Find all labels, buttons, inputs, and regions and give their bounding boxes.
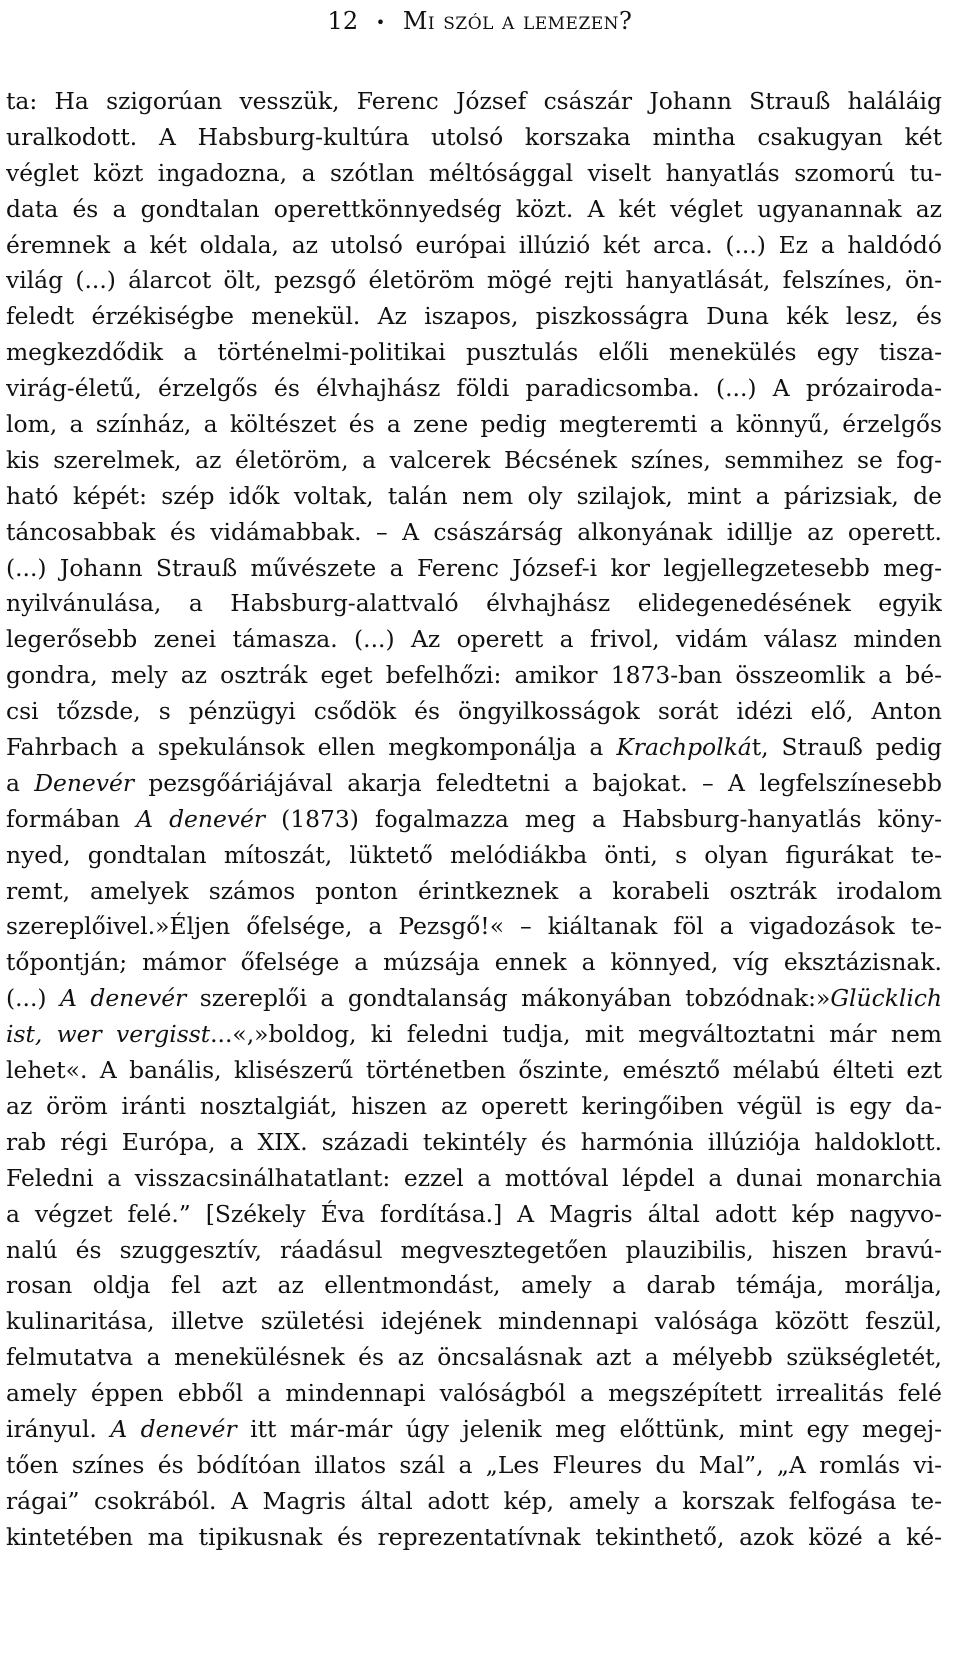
text-line bbox=[6, 694, 942, 730]
text-line bbox=[6, 1304, 942, 1340]
text-run: itt már-már úgy jelenik meg előttünk, mint egy megej- bbox=[236, 1414, 942, 1443]
text-run: rágai” csokrából. A Magris által adott kép, amely a korszak felfogása te- bbox=[6, 1486, 942, 1515]
text-run: világ (...) álarcot ölt, pezsgő életöröm mögé rejti hanyatlását, felszínes, ön- bbox=[6, 266, 942, 295]
text-line bbox=[6, 1376, 942, 1412]
text-run: irányul. bbox=[6, 1414, 111, 1443]
text-run: Feledni a visszacsinálhatatlant: ezzel a mottóval lépdel a dunai monarchia bbox=[6, 1163, 942, 1192]
text-run: táncosabbak és vidámabbak. – A császárság alkonyának idillje az operett. bbox=[6, 517, 942, 546]
text-line bbox=[6, 1017, 942, 1053]
text-run: a végzet felé.” [Székely Éva fordítása.] A Magris által adott kép nagyvo- bbox=[6, 1199, 942, 1228]
text-run: nyilvánulása, a Habsburg-alattvaló élvhajhász elidegenedésének egyik bbox=[6, 589, 942, 618]
text-line bbox=[6, 443, 942, 479]
italic-title: Denevér bbox=[34, 768, 135, 797]
text-line bbox=[6, 1520, 942, 1556]
text-run: tően színes és bódítóan illatos szál a „Les Fleures du Mal”, „A romlás vi- bbox=[6, 1450, 942, 1479]
text-run: (1873) fogalmazza meg a Habsburg-hanyatlás köny- bbox=[265, 804, 942, 833]
text-run: remt, amelyek számos ponton érintkeznek a korabeli osztrák irodalom bbox=[6, 876, 942, 905]
text-run: szereplői a gondtalanság mákonyában tobzódnak:» bbox=[186, 984, 831, 1013]
text-run: (...) Johann Strauß művészete a Ferenc József-i kor legjellegzetesebb meg- bbox=[6, 553, 942, 582]
body-text bbox=[0, 84, 960, 1556]
text-run: megkezdődik a történelmi-politikai pusztulás előli menekülés egy tisza- bbox=[6, 338, 942, 367]
text-line bbox=[6, 1197, 942, 1233]
text-run: ...«,»boldog, ki feledni tudja, mit megváltoztatni már nem bbox=[210, 1020, 942, 1049]
text-line bbox=[6, 945, 942, 981]
text-line bbox=[6, 1484, 942, 1520]
text-line bbox=[6, 1089, 942, 1125]
text-line bbox=[6, 766, 942, 802]
text-line bbox=[6, 515, 942, 551]
text-line bbox=[6, 1125, 942, 1161]
running-title: Mi szól a lemezen? bbox=[402, 7, 633, 35]
text-line bbox=[6, 1448, 942, 1484]
text-run: (...) bbox=[6, 984, 61, 1013]
text-line bbox=[6, 802, 942, 838]
text-run: lehet«. A banális, klisészerű történetben őszinte, emésztő mélabú élteti ezt bbox=[6, 1056, 942, 1085]
text-line bbox=[6, 299, 942, 335]
text-line bbox=[6, 1233, 942, 1269]
text-run: a bbox=[6, 768, 35, 797]
text-run: t, Strauß pedig bbox=[751, 733, 942, 762]
text-line bbox=[6, 586, 942, 622]
text-line bbox=[6, 1268, 942, 1304]
text-line bbox=[6, 228, 942, 264]
text-run: Fahrbach a spekulánsok ellen megkomponálja a bbox=[6, 733, 617, 762]
text-line bbox=[6, 1161, 942, 1197]
text-line bbox=[6, 658, 942, 694]
text-line bbox=[6, 874, 942, 910]
text-run: rosan oldja fel azt az ellentmondást, amely a darab témája, morálja, bbox=[6, 1271, 942, 1300]
text-run: felmutatva a menekülésnek és az öncsalásnak azt a mélyebb szükségletét, bbox=[6, 1343, 942, 1372]
text-run: gondra, mely az osztrák eget befelhőzi: amikor 1873-ban összeomlik a bé- bbox=[6, 661, 942, 690]
text-line bbox=[6, 838, 942, 874]
italic-title: A denevér bbox=[60, 984, 187, 1013]
text-line bbox=[6, 981, 942, 1017]
text-run: amely éppen ebből a mindennapi valóságból a megszépített irrealitás felé bbox=[6, 1379, 942, 1408]
text-line bbox=[6, 120, 942, 156]
text-line bbox=[6, 1340, 942, 1376]
text-run: éremnek a két oldala, az utolsó európai illúzió két arca. (...) Ez a haldódó bbox=[6, 230, 942, 259]
text-run: virág-életű, érzelgős és élvhajhász földi paradicsomba. (...) A prózairoda- bbox=[6, 374, 942, 403]
text-line bbox=[6, 192, 942, 228]
text-line bbox=[6, 156, 942, 192]
bullet-separator: • bbox=[375, 12, 386, 32]
running-header bbox=[0, 6, 960, 38]
text-run: feledt érzékiségbe menekül. Az iszapos, piszkosságra Duna kék lesz, és bbox=[6, 302, 942, 331]
text-line bbox=[6, 479, 942, 515]
text-run: csi tőzsde, s pénzügyi csődök és öngyilkosságok sorát idézi elő, Anton bbox=[6, 697, 942, 726]
text-run: nalú és szuggesztív, ráadásul megvesztegetően plauzibilis, hiszen bravú- bbox=[6, 1235, 942, 1264]
text-run: data és a gondtalan operettkönnyedség közt. A két véglet ugyanannak az bbox=[6, 194, 942, 223]
italic-title: A denevér bbox=[136, 804, 266, 833]
text-line bbox=[6, 84, 942, 120]
text-line bbox=[6, 335, 942, 371]
text-line bbox=[6, 909, 942, 945]
text-run: formában bbox=[6, 804, 137, 833]
text-run: rab régi Európa, a XIX. századi tekintély és harmónia illúziója haldoklott. bbox=[6, 1127, 942, 1156]
text-run: az öröm iránti nosztalgiát, hiszen az operett keringőiben végül is egy da- bbox=[6, 1091, 942, 1120]
italic-title: ist, wer vergisst bbox=[6, 1020, 211, 1049]
page-number: 12 bbox=[327, 7, 359, 35]
italic-title: A denevér bbox=[110, 1414, 237, 1443]
text-run: szereplőivel.»Éljen őfelsége, a Pezsgő!« – kiáltanak föl a vigadozások te- bbox=[6, 912, 942, 941]
text-line bbox=[6, 730, 942, 766]
text-run: ható képét: szép idők voltak, talán nem oly szilajok, mint a párizsiak, de bbox=[6, 481, 942, 510]
text-run: uralkodott. A Habsburg-kultúra utolsó korszaka mintha csakugyan két bbox=[6, 122, 942, 151]
text-run: kulinaritása, illetve születési idejének mindennapi valósága között feszül, bbox=[6, 1307, 942, 1336]
text-run: véglet közt ingadozna, a szótlan méltósággal viselt hanyatlás szomorú tu- bbox=[6, 158, 942, 187]
text-run: pezsgőáriájával akarja feledtetni a bajokat. – A legfelszínesebb bbox=[134, 768, 942, 797]
italic-title: Krachpolká bbox=[616, 733, 752, 762]
text-line bbox=[6, 407, 942, 443]
text-line bbox=[6, 622, 942, 658]
text-line bbox=[6, 371, 942, 407]
text-run: tőpontján; mámor őfelsége a múzsája ennek a könnyed, víg eksztázisnak. bbox=[6, 948, 942, 977]
text-run: lom, a színház, a költészet és a zene pedig megteremti a könnyű, érzelgős bbox=[6, 410, 942, 439]
text-line bbox=[6, 1412, 942, 1448]
italic-title: Glücklich bbox=[830, 984, 942, 1013]
text-run: ta: Ha szigorúan vesszük, Ferenc József császár Johann Strauß haláláig bbox=[6, 87, 942, 115]
text-run: legerősebb zenei támasza. (...) Az operett a frivol, vidám válasz minden bbox=[6, 625, 942, 654]
text-line bbox=[6, 1053, 942, 1089]
text-line bbox=[6, 551, 942, 587]
text-run: kintetében ma tipikusnak és reprezentatívnak tekinthető, azok közé a ké- bbox=[6, 1522, 942, 1551]
text-line bbox=[6, 263, 942, 299]
text-run: nyed, gondtalan mítoszát, lüktető melódiákba önti, s olyan figurákat te- bbox=[6, 840, 942, 869]
text-run: kis szerelmek, az életöröm, a valcerek Bécsének színes, semmihez se fog- bbox=[6, 445, 942, 474]
